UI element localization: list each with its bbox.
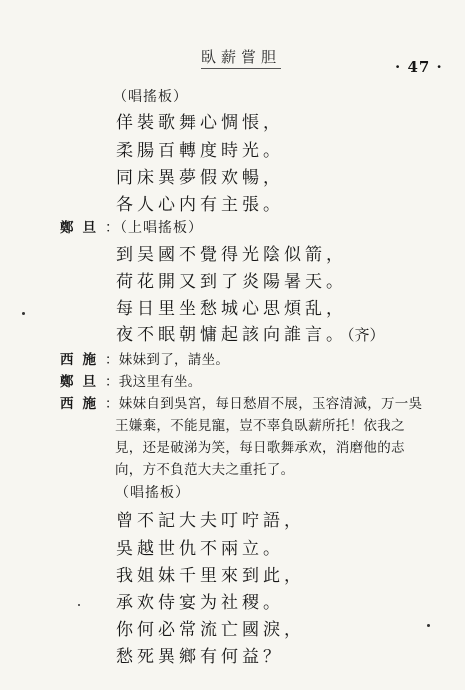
verse-line <box>116 320 385 345</box>
speaker-name: 西施 <box>60 396 105 412</box>
speaker-name: 鄭旦 <box>60 374 105 390</box>
verse-line: 每日里坐愁城心思煩乱， <box>116 299 347 319</box>
running-title: 臥薪嘗胆 <box>201 46 281 69</box>
verse-line: 你何必常流亡國淚， <box>116 620 305 640</box>
dialogue-text: ：我这里有坐。 <box>105 374 202 390</box>
verse-line: 承欢侍宴为社稷。 <box>116 593 284 613</box>
dialogue-text: ：妹妹自到吳宮，每日愁眉不展，玉容清減，万一吳 <box>105 396 423 412</box>
stage-direction: （唱搖板） <box>113 89 188 105</box>
dialogue-line <box>60 392 422 412</box>
stage-direction: （唱搖板） <box>115 485 190 501</box>
verse-line: 我姐妹千里來到此， <box>116 566 305 586</box>
verse-line: 同床異夢假欢暢， <box>116 168 284 188</box>
verse-line: 愁死異鄉有何益？ <box>116 647 284 667</box>
verse-line: 到吴國不覺得光陰似箭， <box>116 245 347 265</box>
dialogue-text: ：妹妹到了，請坐。 <box>105 352 230 368</box>
verse-line: 佯裝歌舞心惆悵， <box>116 113 284 133</box>
page-number: · 47 · <box>395 58 443 76</box>
speaker-name: 西施 <box>60 352 105 368</box>
print-speck <box>427 624 430 627</box>
prose-line: 王嫌棄，不能見寵，豈不辜負臥薪所托！依我之 <box>115 418 405 434</box>
verse-line: 荷花開又到了炎陽暑天。 <box>116 272 347 292</box>
dialogue-line <box>60 370 202 390</box>
dialogue-line <box>60 348 229 368</box>
verse-line: 曾不記大夫叮咛語， <box>116 511 305 531</box>
stage-direction: （齐） <box>347 326 385 344</box>
prose-line: 向，方不負范大夫之重托了。 <box>115 462 295 478</box>
verse-line: 各人心内有主張。 <box>116 195 284 215</box>
dialogue-line <box>60 216 203 237</box>
prose-line: 見，还是破涕为笑，每日歌舞承欢，消磨他的志 <box>115 440 405 456</box>
verse-line: 吳越世仇不兩立。 <box>116 539 284 559</box>
stage-direction: ：（上唱搖板） <box>105 220 203 236</box>
speaker-name: 鄭旦 <box>60 220 105 236</box>
print-speck <box>22 312 25 315</box>
verse-text: 夜不眠朝慵起該向誰言。 <box>116 325 347 345</box>
print-speck <box>78 604 80 606</box>
verse-line: 柔腸百轉度時光。 <box>116 141 284 161</box>
